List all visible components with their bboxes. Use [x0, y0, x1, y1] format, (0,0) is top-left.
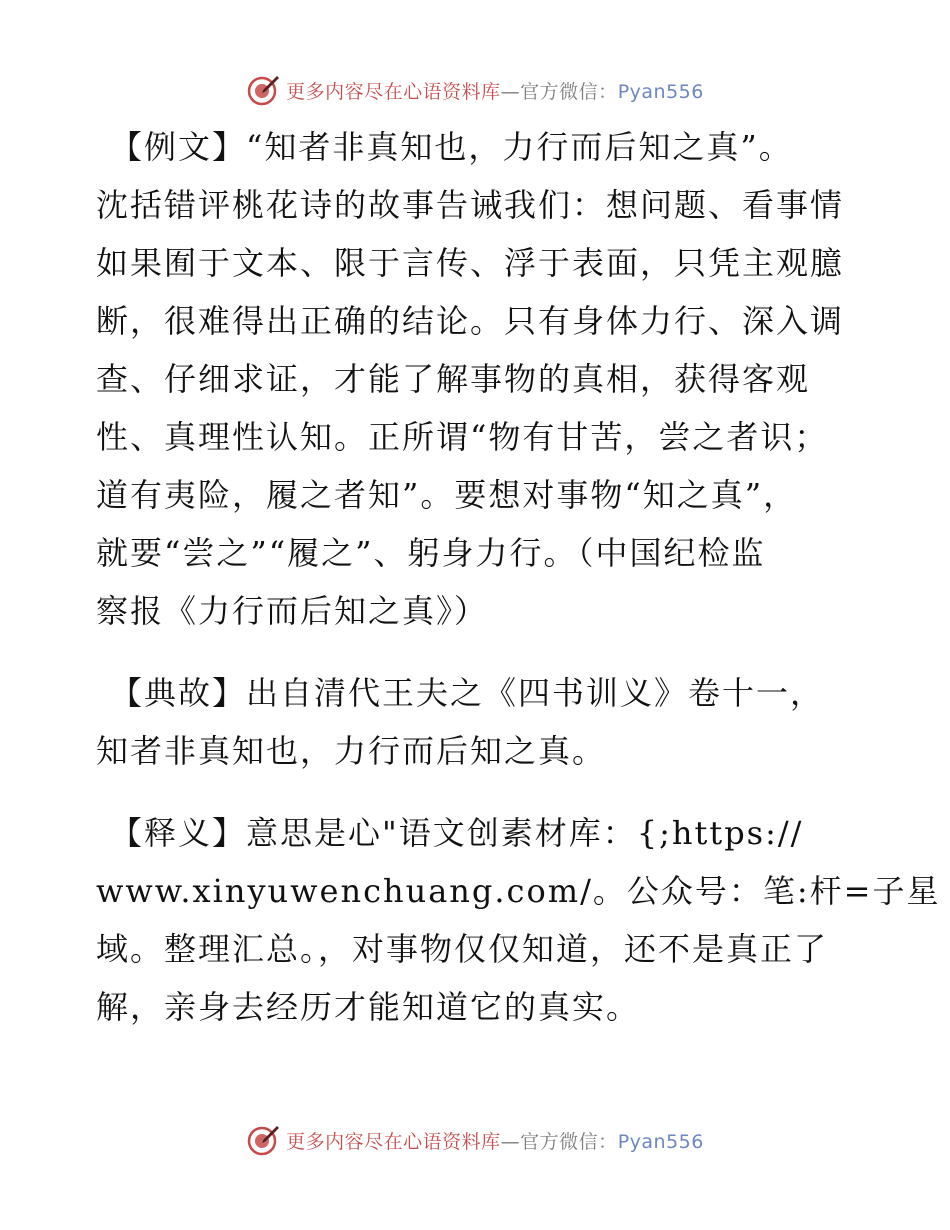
text-line: www.xinyuwenchuang.com/。公众号：笔:杆=子星: [96, 872, 941, 910]
footer-wechat-id: Pyan556: [617, 1130, 704, 1153]
text-line: 【典故】出自清代王夫之《四书训义》卷十一，: [110, 674, 825, 712]
text-line: 知者非真知也，力行而后知之真。: [96, 732, 607, 770]
example-paragraph: [96, 118, 856, 640]
text-line: 域。整理汇总。，对事物仅仅知道，还不是真正了: [96, 930, 829, 968]
footer-wechat-label: 官方微信：: [520, 1130, 618, 1153]
footer-separator: —: [500, 1130, 521, 1153]
header-wechat-id: Pyan556: [617, 80, 704, 103]
header-banner-text: [286, 77, 704, 104]
text-line: 查、仔细求证，才能了解事物的真相，获得客观: [96, 360, 811, 398]
header-separator: —: [500, 80, 521, 103]
text-line: 解，亲身去经历才能知道它的真实。: [96, 988, 641, 1026]
document-body: [96, 118, 941, 1036]
footer-banner-text: [286, 1127, 704, 1154]
header-banner: [0, 70, 950, 110]
meaning-paragraph: [96, 804, 941, 1036]
pen-logo-icon: [246, 1123, 280, 1157]
footer-slogan: 更多内容尽在心语资料库: [286, 1130, 501, 1153]
text-line: 就要“尝之”“履之”、躬身力行。（中国纪检监: [96, 534, 766, 572]
text-line: 【释义】意思是心"语文创素材库：{;https://: [110, 814, 804, 852]
header-wechat-label: 官方微信：: [520, 80, 618, 103]
text-line: 如果囿于文本、限于言传、浮于表面，只凭主观臆: [96, 244, 845, 282]
text-line: 察报《力行而后知之真》）: [96, 592, 489, 630]
allusion-paragraph: [96, 664, 856, 780]
pen-logo-icon: [246, 73, 280, 107]
text-line: 道有夷险，履之者知”。要想对事物“知之真”，: [96, 476, 798, 514]
text-line: 性、真理性认知。正所谓“物有甘苦，尝之者识；: [96, 418, 829, 456]
header-banner-inner: [246, 73, 704, 107]
text-line: 沈括错评桃花诗的故事告诫我们：想问题、看事情: [96, 186, 845, 224]
text-line: 【例文】“知者非真知也，力行而后知之真”。: [110, 128, 793, 166]
header-slogan: 更多内容尽在心语资料库: [286, 80, 501, 103]
footer-banner-inner: [246, 1123, 704, 1157]
footer-banner: [0, 1120, 950, 1160]
text-line: 断，很难得出正确的结论。只有身体力行、深入调: [96, 302, 845, 340]
